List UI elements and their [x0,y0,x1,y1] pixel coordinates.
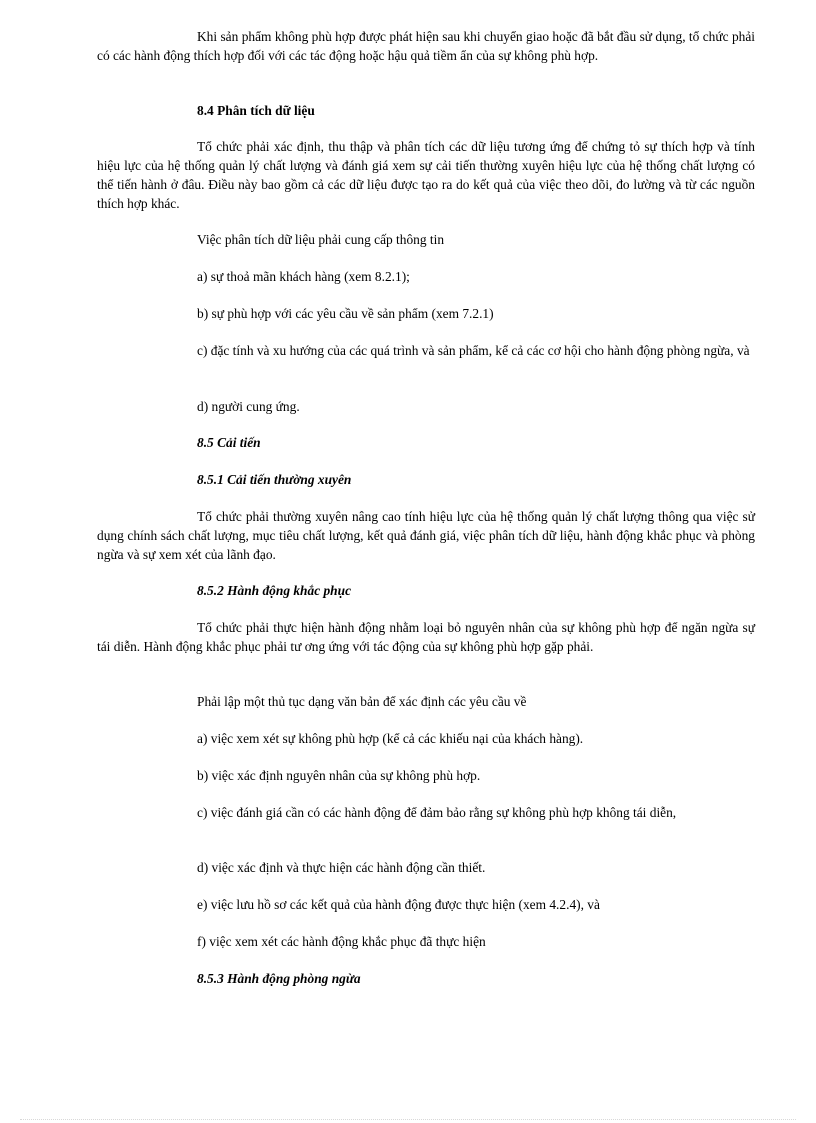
list-item-a: a) sự thoả mãn khách hàng (xem 8.2.1); [197,269,410,284]
paragraph-8-5-1: Tổ chức phải thường xuyên nâng cao tính hiệu lực của hệ thống quản lý chất lượng thông qua việc sử dụng chính sách chất lượng, mục tiêu chất lượng, kết quả đánh giá, việc phân tích dữ liệu, hành động khắc phục và phòng ngừa và sự xem xét của lãnh đạo. [97,509,755,562]
list-item-2f: f) việc xem xét các hành động khắc phục đã thực hiện [197,934,486,949]
list-item-2c: c) việc đánh giá cần có các hành động để đảm bảo rằng sự không phù hợp không tái diễn, [197,805,677,820]
heading-8-5: 8.5 Cải tiến [197,435,261,450]
heading-8-5-2: 8.5.2 Hành động khắc phục [197,583,352,598]
paragraph-intro: Khi sản phẩm không phù hợp được phát hiện sau khi chuyển giao hoặc đã bắt đầu sử dụng, tổ chức phải có các hành động thích hợp đối với các tác động hoặc hậu quả tiềm ẩn của sự không phù hợp. [97,29,755,63]
list-item-2b: b) việc xác định nguyên nhân của sự không phù hợp. [197,768,481,783]
paragraph-8-4-lead: Việc phân tích dữ liệu phải cung cấp thông tin [197,232,445,247]
heading-8-4: 8.4 Phân tích dữ liệu [197,103,315,118]
paragraph-8-5-2: Tổ chức phải thực hiện hành động nhằm loại bỏ nguyên nhân của sự không phù hợp để ngăn ngừa sự tái diễn. Hành động khắc phục phải tư ơng ứng với tác động của sự không phù hợp gặp phải. [97,620,755,654]
heading-8-5-1: 8.5.1 Cải tiến thường xuyên [197,472,352,487]
list-item-c: c) đặc tính và xu hướng của các quá trình và sản phẩm, kể cả các cơ hội cho hành động phòng ngừa, và [197,343,750,358]
list-item-2a: a) việc xem xét sự không phù hợp (kể cả các khiếu nại của khách hàng). [197,731,584,746]
list-item-2e: e) việc lưu hồ sơ các kết quả của hành động được thực hiện (xem 4.2.4), và [197,897,600,912]
list-item-b: b) sự phù hợp với các yêu cầu về sản phẩm (xem 7.2.1) [197,306,494,321]
paragraph-8-5-2-lead: Phải lập một thủ tục dạng văn bản để xác định các yêu cầu về [197,694,527,709]
heading-8-5-3: 8.5.3 Hành động phòng ngừa [197,971,361,986]
paragraph-8-4: Tổ chức phải xác định, thu thập và phân tích các dữ liệu tương ứng để chứng tỏ sự thích hợp và tính hiệu lực của hệ thống quản lý chất lượng và đánh giá xem sự cải tiến thường xuyên hiệu lực của hệ thống chất lượng có thể tiến hành ở đâu. Điều này bao gồm cả các dữ liệu được tạo ra do kết quả của việc theo dõi, đo lường và từ các nguồn thích hợp khác. [97,139,755,211]
list-item-2d: d) việc xác định và thực hiện các hành động cần thiết. [197,860,486,875]
page-bottom-divider [20,1119,796,1120]
list-item-d: d) người cung ứng. [197,399,300,414]
